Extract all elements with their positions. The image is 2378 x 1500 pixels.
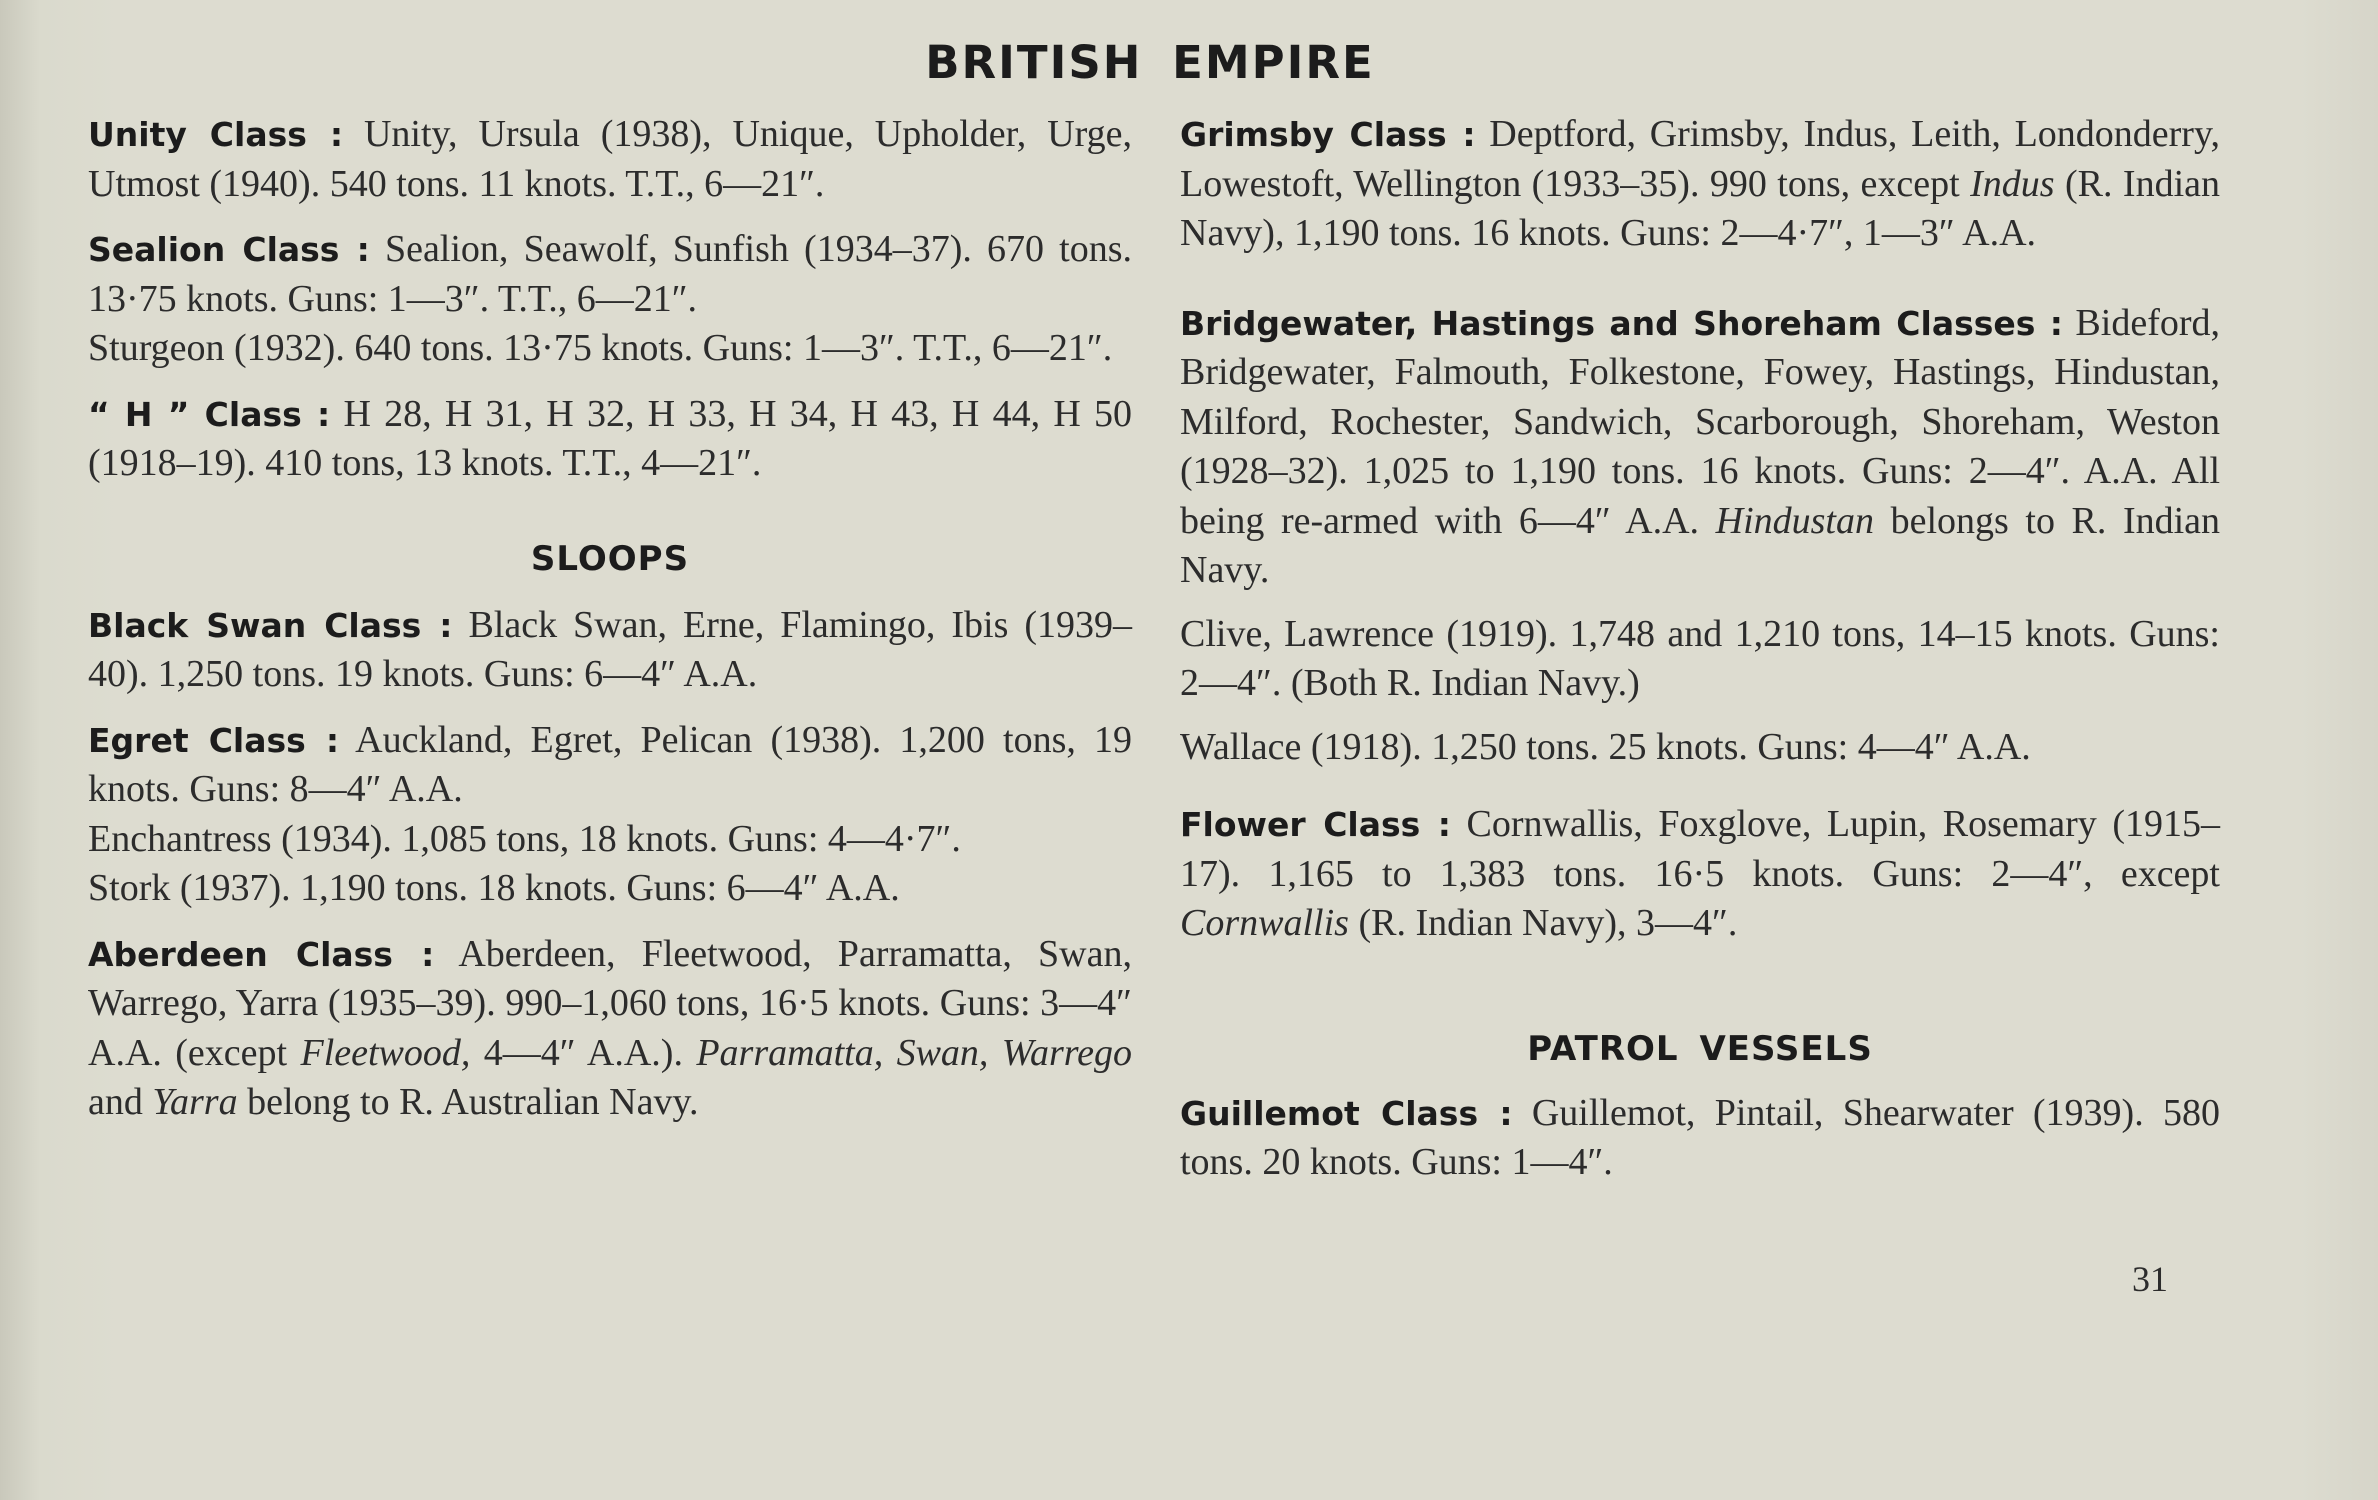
right-column <box>1180 110 2220 1188</box>
entry-h-class <box>88 390 1132 489</box>
section-heading-patrol-vessels: PATROL VESSELS <box>1527 1028 1873 1069</box>
entry-text: Black Swan, Erne, Flamingo, Ibis (1939–40). 1,250 tons. 19 knots. Guns: 6—4″ A.A. <box>88 603 1132 695</box>
entry-text: belong to R. Australian Navy. <box>247 1081 699 1123</box>
entry-text: Deptford, Grimsby, Indus, Leith, Londonderry, Lowestoft, Wellington (1933–35). 990 tons, except <box>1180 113 2220 205</box>
entry-text: Enchantress (1934). 1,085 tons, 18 knots. Guns: 4—4·7″. <box>88 817 961 860</box>
entry-text: (R. Indian Navy), 3—4″. <box>1358 902 1738 944</box>
class-name: Unity Class : <box>88 115 344 154</box>
left-column <box>88 110 1132 1128</box>
class-name: Grimsby Class : <box>1180 115 1476 154</box>
entry-text: and <box>88 1081 143 1123</box>
entry-sealion-class <box>88 225 1132 324</box>
entry-text: Sturgeon (1932). 640 tons. 13·75 knots. Guns: 1—3″. T.T., 6—21″. <box>88 327 1113 369</box>
ship-name-italic: Indus <box>1970 162 2055 205</box>
entry-text: Auckland, Egret, Pelican (1938). 1,200 tons, 19 knots. Guns: 8—4″ A.A. <box>88 718 1132 810</box>
class-name: Black Swan Class : <box>88 605 453 645</box>
entry-text: Wallace (1918). 1,250 tons. 25 knots. Guns: 4—4″ A.A. <box>1180 725 2031 768</box>
entry-text: Bideford, Bridgewater, Falmouth, Folkestone, Fowey, Hastings, Hindustan, Milford, Rochester, Sandwich, Scarborough, Shoreham, Weston (1928–32). 1,025 to 1,190 tons. 16 knots. Guns: 2—4″. A.A. All being re-armed with 6—4″ A.A. <box>1180 301 2220 542</box>
entry-text: Cornwallis, Foxglove, Lupin, Rosemary (1915–17). 1,165 to 1,383 tons. 16·5 knots. Guns: 2—4″, except <box>1180 803 2220 895</box>
ship-name-italic: Hindustan <box>1715 499 1874 542</box>
entry-text: (R. Indian Navy), 1,190 tons. 16 knots. Guns: 2—4·7″, 1—3″ A.A. <box>1180 162 2221 254</box>
entry-stork <box>88 864 1132 914</box>
entry-bridgewater-classes <box>1180 299 2220 596</box>
section-heading-sloops: SLOOPS <box>530 538 690 579</box>
class-name: Flower Class : <box>1180 805 1451 844</box>
entry-clive <box>1180 610 2220 709</box>
entry-text: Aberdeen, Fleetwood, Parramatta, Swan, Warrego, Yarra (1935–39). 990–1,060 tons, 16·5 knots. Guns: 3—4″ A.A. (except <box>88 932 1132 1074</box>
ship-name-italic: Parramatta, Swan, Warrego <box>696 1031 1133 1074</box>
entry-text: 4—4″ A.A.). <box>483 1031 683 1074</box>
class-name: Sealion Class : <box>88 230 370 269</box>
page-title: BRITISH EMPIRE <box>925 36 1375 89</box>
entry-text: belongs to R. Indian Navy. <box>1180 499 2221 591</box>
entry-text: Stork (1937). 1,190 tons. 18 knots. Guns: 6—4″ A.A. <box>88 867 900 909</box>
entry-text: Guillemot, Pintail, Shearwater (1939). 580 tons. 20 knots. Guns: 1—4″. <box>1180 1091 2220 1183</box>
entry-flower-class <box>1180 800 2220 949</box>
class-name: Aberdeen Class : <box>88 934 435 974</box>
ship-name-italic: Cornwallis <box>1180 902 1349 944</box>
entry-egret-class <box>88 716 1132 815</box>
class-name: “ H ” Class : <box>88 394 331 434</box>
page-number: 31 <box>2132 1259 2168 1299</box>
entry-text: Clive, Lawrence (1919). 1,748 and 1,210 tons, 14–15 knots. Guns: 2—4″. (Both R. Indian Navy.) <box>1180 612 2220 704</box>
class-name: Guillemot Class : <box>1180 1093 1513 1133</box>
ship-name-italic: Fleetwood, <box>300 1031 471 1074</box>
entry-aberdeen-class <box>88 930 1132 1128</box>
entry-guillemot-class <box>1180 1089 2220 1188</box>
class-name: Egret Class : <box>88 720 340 760</box>
entry-sturgeon <box>88 324 1132 374</box>
entry-wallace <box>1180 723 2220 773</box>
entry-text: Unity, Ursula (1938), Unique, Upholder, Urge, Utmost (1940). 540 tons. 11 knots. T.T., 6—21″. <box>88 113 1132 205</box>
entry-enchantress <box>88 815 1132 865</box>
class-name: Bridgewater, Hastings and Shoreham Classes : <box>1180 303 2064 343</box>
ship-name-italic: Yarra <box>152 1081 238 1123</box>
entry-unity-class <box>88 110 1132 209</box>
entry-grimsby-class <box>1180 110 2220 259</box>
entry-text: H 28, H 31, H 32, H 33, H 34, H 43, H 44, H 50 (1918–19). 410 tons, 13 knots. T.T., 4—21″. <box>88 392 1133 484</box>
entry-black-swan-class <box>88 601 1132 700</box>
entry-text: Sealion, Seawolf, Sunfish (1934–37). 670 tons. 13·75 knots. Guns: 1—3″. T.T., 6—21″. <box>88 228 1132 320</box>
